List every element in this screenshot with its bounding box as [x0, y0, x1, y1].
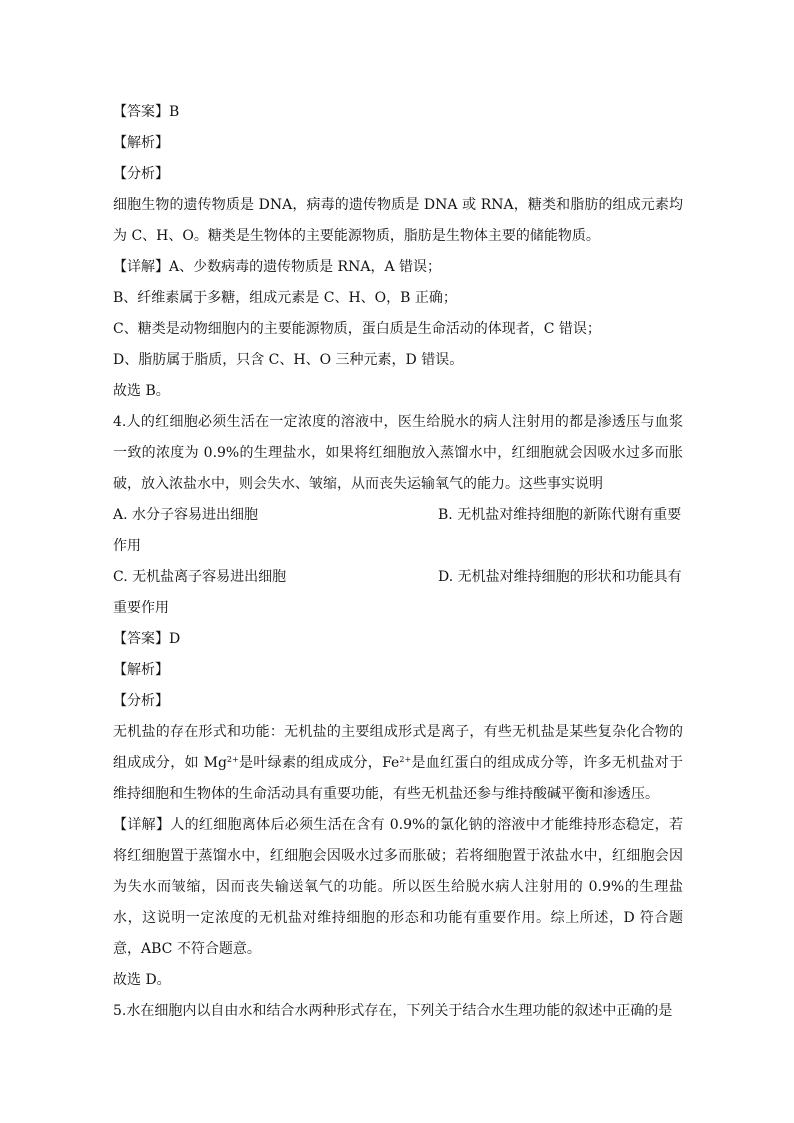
fenxi-paragraph: 细胞生物的遗传物质是 DNA，病毒的遗传物质是 DNA 或 RNA，糖类和脂肪的组成元素均为 C、H、O。糖类是生物体的主要能源物质，脂肪是生物体主要的储能物质。 [113, 197, 683, 244]
conclusion: 故选 D。 [113, 972, 171, 988]
options-row-ab [113, 500, 683, 531]
document-page [113, 97, 683, 1027]
detail-b: B、纤维素属于多糖，组成元素是 C、H、O，B 正确； [113, 290, 457, 306]
options-row-cd [113, 562, 683, 593]
fenxi-text-1: 无机盐的存在形式和功能：无机盐的主要组成形式是离子，有些无机盐是某些复杂化合物的组成成分，如 Mg [113, 724, 683, 771]
fenxi-text-2: 是叶绿素的组成成分，Fe [238, 755, 400, 771]
option-c: C. 无机盐离子容易进出细胞 [113, 569, 287, 585]
option-a: A. 水分子容易进出细胞 [113, 507, 259, 523]
analysis-label: 【解析】 [113, 662, 169, 678]
fenxi-text-3: 是血红蛋白的组成成分等，许多无机盐对于维持细胞和生物体的生命活动具有重要功能，有些无机盐还参与维持酸碱平衡和渗透压。 [113, 755, 684, 802]
detail-a: 【详解】A、少数病毒的遗传物质是 RNA，A 错误； [113, 259, 442, 275]
option-b: B. 无机盐对维持细胞的新陈代谢有重要 [438, 507, 682, 523]
detail-c: C、糖类是动物细胞内的主要能源物质，蛋白质是生命活动的体现者，C 错误； [113, 321, 601, 337]
conclusion: 故选 B。 [113, 383, 170, 399]
fenxi-paragraph [113, 717, 683, 810]
fenxi-label: 【分析】 [113, 166, 169, 182]
fe-superscript: 2+ [399, 755, 412, 764]
question-4-stem: 4.人的红细胞必须生活在一定浓度的溶液中，医生给脱水的病人注射用的都是渗透压与血浆一致的浓度为 0.9%的生理盐水，如果将红细胞放入蒸馏水中，红细胞就会因吸水过多而胀破，放入浓盐水中，则会失水、皱缩，从而丧失运输氧气的能力。这些事实说明 [113, 414, 683, 492]
answer-label: 【答案】D [113, 631, 181, 647]
detail-d: D、脂肪属于脂质，只含 C、H、O 三种元素，D 错误。 [113, 352, 464, 368]
detail-paragraph: 【详解】人的红细胞离体后必须生活在含有 0.9%的氯化钠的溶液中才能维持形态稳定，若将红细胞置于蒸馏水中，红细胞会因吸水过多而胀破；若将细胞置于浓盐水中，红细胞会因为失水而皱缩，因而丧失输送氧气的功能。所以医生给脱水病人注射用的 0.9%的生理盐水，这说明一定浓度的无机盐对维持细胞的形态和功能有重要作用。综上所述，D 符合题意，ABC 不符合题意。 [113, 817, 683, 957]
answer-label: 【答案】B [113, 104, 180, 120]
question-5-stem: 5.水在细胞内以自由水和结合水两种形式存在，下列关于结合水生理功能的叙述中正确的是 [113, 1003, 673, 1019]
option-b-continued: 作用 [113, 538, 141, 554]
fenxi-label: 【分析】 [113, 693, 169, 709]
analysis-label: 【解析】 [113, 135, 169, 151]
mg-superscript: 2+ [226, 755, 239, 764]
option-d: D. 无机盐对维持细胞的形状和功能具有 [438, 569, 682, 585]
option-d-continued: 重要作用 [113, 600, 169, 616]
